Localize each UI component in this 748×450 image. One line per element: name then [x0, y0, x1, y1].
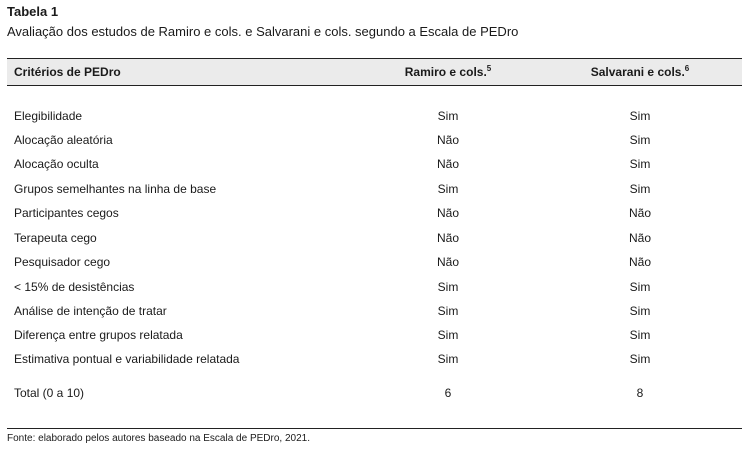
- criterion-cell: Pesquisador cego: [14, 255, 111, 269]
- ramiro-cell: Não: [436, 206, 459, 220]
- salvarani-cell: Sim: [629, 133, 651, 147]
- criterion-cell: Terapeuta cego: [14, 231, 97, 245]
- header-ramiro: [368, 65, 528, 79]
- salvarani-cell: Não: [628, 255, 651, 269]
- ramiro-cell: Sim: [437, 280, 459, 294]
- ramiro-cell: Não: [436, 231, 459, 245]
- table-row: [0, 255, 748, 273]
- table-header-rule: [7, 85, 742, 86]
- ramiro-cell: Sim: [437, 182, 459, 196]
- table-row: [0, 231, 748, 249]
- table-row: [0, 352, 748, 370]
- salvarani-cell: Sim: [629, 280, 651, 294]
- total-label: Total (0 a 10): [14, 386, 85, 400]
- criterion-cell: Participantes cegos: [14, 206, 119, 220]
- criterion-cell: < 15% de desistências: [14, 280, 135, 294]
- criterion-cell: Elegibilidade: [14, 109, 83, 123]
- salvarani-cell: Sim: [629, 182, 651, 196]
- salvarani-cell: Não: [628, 231, 651, 245]
- ramiro-cell: Não: [436, 255, 459, 269]
- header-ramiro-ref: 5: [486, 64, 492, 73]
- ramiro-cell: Sim: [437, 328, 459, 342]
- table-title: Tabela 1: [7, 4, 59, 19]
- salvarani-cell: Sim: [629, 157, 651, 171]
- table-row: [0, 157, 748, 175]
- table-row: [0, 328, 748, 346]
- salvarani-cell: Sim: [629, 304, 651, 318]
- table-row: [0, 280, 748, 298]
- table-row: [0, 133, 748, 151]
- header-salvarani-label: Salvarani e cols.: [590, 65, 685, 79]
- criterion-cell: Grupos semelhantes na linha de base: [14, 182, 217, 196]
- criterion-cell: Alocação aleatória: [14, 133, 113, 147]
- table-row: [0, 182, 748, 200]
- table-source-note: Fonte: elaborado pelos autores baseado na Escala de PEDro, 2021.: [7, 433, 310, 444]
- salvarani-cell: Sim: [629, 328, 651, 342]
- criterion-cell: Estimativa pontual e variabilidade relatada: [14, 352, 240, 366]
- table-bottom-rule: [7, 428, 742, 429]
- table-subtitle: Avaliação dos estudos de Ramiro e cols. e Salvarani e cols. segundo a Escala de PEDro: [7, 24, 519, 39]
- total-ramiro: 6: [444, 386, 452, 400]
- table-row: [0, 109, 748, 127]
- table-row: [0, 304, 748, 322]
- ramiro-cell: Não: [436, 157, 459, 171]
- total-salvarani: 8: [636, 386, 644, 400]
- header-ramiro-label: Ramiro e cols.: [404, 65, 487, 79]
- salvarani-cell: Sim: [629, 352, 651, 366]
- salvarani-cell: Não: [628, 206, 651, 220]
- criterion-cell: Alocação oculta: [14, 157, 99, 171]
- ramiro-cell: Sim: [437, 352, 459, 366]
- header-salvarani-ref: 6: [684, 64, 690, 73]
- header-salvarani: [560, 65, 720, 79]
- ramiro-cell: Sim: [437, 304, 459, 318]
- table-row: [0, 206, 748, 224]
- ramiro-cell: Não: [436, 133, 459, 147]
- salvarani-cell: Sim: [629, 109, 651, 123]
- criterion-cell: Análise de intenção de tratar: [14, 304, 167, 318]
- total-row: [0, 386, 748, 404]
- criterion-cell: Diferença entre grupos relatada: [14, 328, 183, 342]
- ramiro-cell: Sim: [437, 109, 459, 123]
- header-criteria: Critérios de PEDro: [14, 65, 121, 79]
